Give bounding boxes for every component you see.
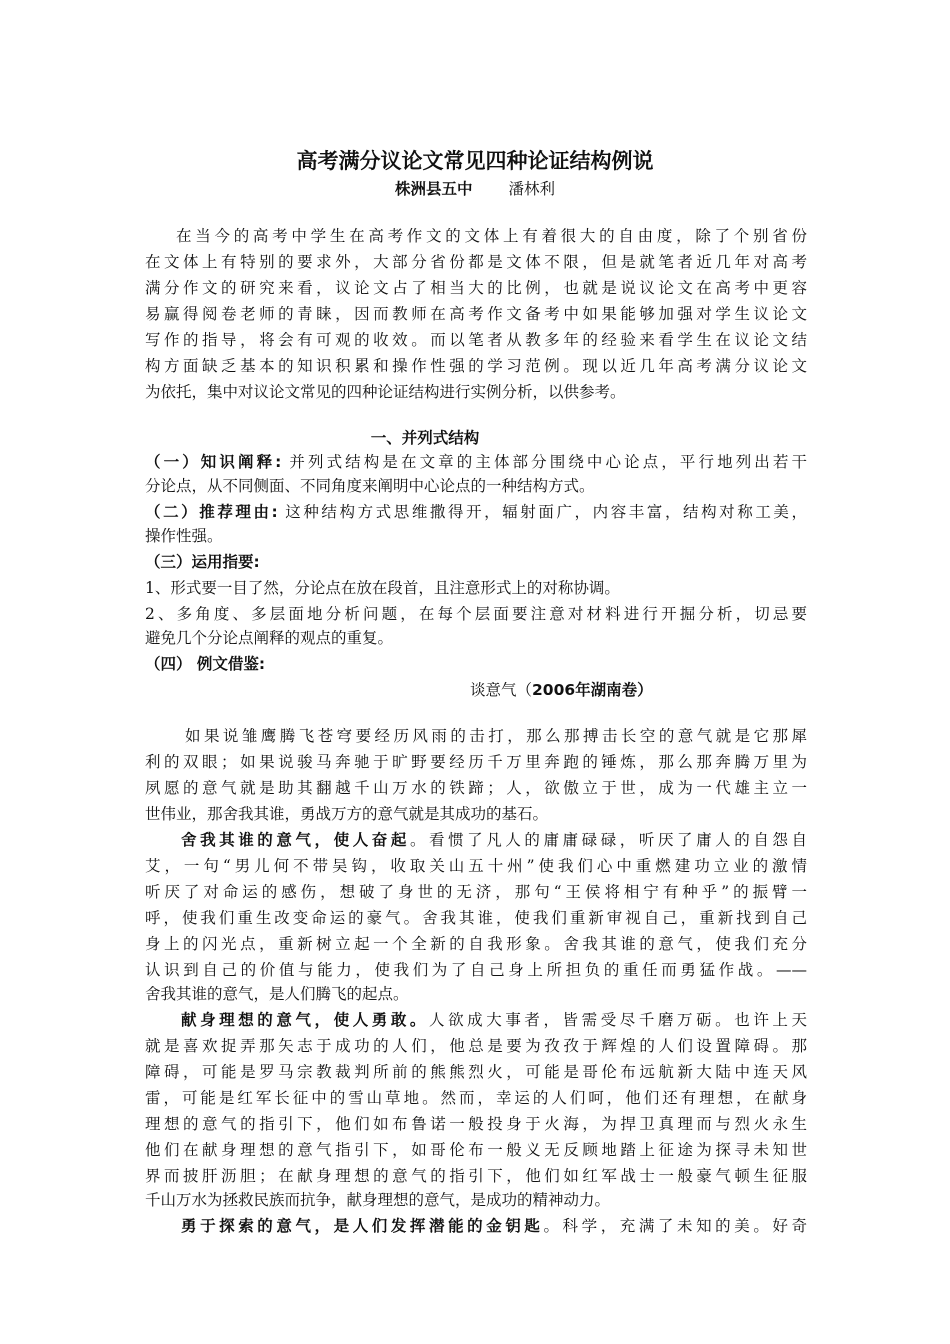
intro-line: 为依托，集中对议论文常见的四种论证结构进行实例分析，以供参考。 bbox=[145, 383, 626, 401]
essay-line: 认识到自己的价值与能力，使我们为了自己身上所担负的重任而勇猛作战。—— bbox=[145, 961, 807, 979]
author-name: 潘林利 bbox=[508, 180, 556, 198]
essay-line: 身上的闪光点，重新树立起一个全新的自我形象。舍我其谁的意气，使我们充分 bbox=[145, 935, 807, 953]
example-label: （四） 例文借鉴: bbox=[145, 655, 266, 673]
essay-line: 夙愿的意气就是助其翻越千山万水的铁蹄；人，欲傲立于世，成为一代雄主立一 bbox=[145, 779, 807, 797]
essay-line: 界而披肝沥胆；在献身理想的意气的指引下，他们如红军战士一般豪气顿生征服 bbox=[145, 1167, 807, 1185]
essay-line: 勇于探索的意气，是人们发挥潜能的金钥匙。科学，充满了未知的美。好奇 bbox=[181, 1217, 807, 1235]
point-heading: 勇于探索的意气，是人们发挥潜能的金钥匙 bbox=[181, 1217, 544, 1235]
knowledge-line: 分论点，从不同侧面、不同角度来阐明中心论点的一种结构方式。 bbox=[145, 477, 595, 495]
knowledge-line: （一）知识阐释: 并列式结构是在文章的主体部分围绕中心论点，平行地列出若干 bbox=[145, 453, 807, 471]
essay-line: 利的双眼；如果说骏马奔驰于旷野要经历千万里奔跑的锤炼，那么那奔腾万里为 bbox=[145, 753, 807, 771]
essay-title: 谈意气（2006年湖南卷） bbox=[470, 681, 653, 699]
essay-line: 雷，可能是红军长征中的雪山草地。然而，幸运的人们呵，他们还有理想，在献身 bbox=[145, 1089, 807, 1107]
usage-label: （三）运用指要: bbox=[145, 553, 260, 571]
usage-item: 1、形式要一目了然，分论点在放在段首，且注意形式上的对称协调。 bbox=[145, 579, 620, 597]
essay-line: 障碍，可能是罗马宗教裁判所前的熊熊烈火，可能是哥伦布远航新大陆中连天风 bbox=[145, 1063, 807, 1081]
intro-line: 写作的指导，将会有可观的收效。而以笔者从教多年的经验来看学生在议论文结 bbox=[145, 331, 807, 349]
essay-line: 舍我其谁的意气，是人们腾飞的起点。 bbox=[145, 985, 409, 1003]
author-school: 株洲县五中 bbox=[394, 180, 473, 198]
section-heading: 一、并列式结构 bbox=[370, 429, 480, 447]
essay-line: 他们在献身理想的意气指引下，如哥伦布一般义无反顾地踏上征途为探寻未知世 bbox=[145, 1141, 807, 1159]
essay-line: 献身理想的意气，使人勇敢。人欲成大事者，皆需受尽千磨万砺。也许上天 bbox=[181, 1011, 807, 1029]
usage-item: 避免几个分论点阐释的观点的重复。 bbox=[145, 629, 394, 647]
author-line bbox=[0, 178, 950, 200]
essay-line: 呼，使我们重生改变命运的豪气。舍我其谁，使我们重新审视自己，重新找到自己 bbox=[145, 909, 807, 927]
essay-line: 如果说雏鹰腾飞苍穹要经历风雨的击打，那么那搏击长空的意气就是它那犀 bbox=[185, 727, 807, 745]
point-heading: 舍我其谁的意气，使人奋起 bbox=[181, 831, 410, 849]
reason-label: （二）推荐理由: bbox=[145, 503, 278, 521]
essay-line: 就是喜欢捉弄那矢志于成功的人们，他总是要为孜孜于辉煌的人们设置障碍。那 bbox=[145, 1037, 807, 1055]
essay-line: 听厌了对命运的感伤，想破了身世的无济，那句“王侯将相宁有种乎”的振臂一 bbox=[145, 883, 807, 901]
essay-line: 世伟业，那舍我其谁，勇战万方的意气就是其成功的基石。 bbox=[145, 805, 549, 823]
point-heading: 献身理想的意气，使人勇敢。 bbox=[181, 1011, 430, 1029]
usage-item: 2、多角度、多层面地分析问题，在每个层面要注意对材料进行开掘分析，切忌要 bbox=[145, 605, 807, 623]
essay-line: 艾，一句“男儿何不带吴钩，收取关山五十州”使我们心中重燃建功立业的激情 bbox=[145, 857, 807, 875]
reason-line: 操作性强。 bbox=[145, 527, 223, 545]
intro-line: 在文体上有特别的要求外，大部分省份都是文体不限，但是就笔者近几年对高考 bbox=[145, 253, 807, 271]
essay-line: 千山万水为拯救民族而抗争，献身理想的意气，是成功的精神动力。 bbox=[145, 1191, 611, 1209]
intro-line: 构方面缺乏基本的知识积累和操作性强的学习范例。现以近几年高考满分议论文 bbox=[145, 357, 807, 375]
reason-line: （二）推荐理由: 这种结构方式思维撒得开，辐射面广，内容丰富，结构对称工美， bbox=[145, 503, 807, 521]
intro-line: 在当今的高考中学生在高考作文的文体上有着很大的自由度，除了个别省份 bbox=[176, 227, 807, 245]
essay-line: 舍我其谁的意气，使人奋起。看惯了凡人的庸庸碌碌，听厌了庸人的自怨自 bbox=[181, 831, 807, 849]
intro-line: 易赢得阅卷老师的青睐，因而教师在高考作文备考中如果能够加强对学生议论文 bbox=[145, 305, 807, 323]
intro-line: 满分作文的研究来看，议论文占了相当大的比例，也就是说议论文在高考中更容 bbox=[145, 279, 807, 297]
knowledge-label: （一）知识阐释: bbox=[145, 453, 282, 471]
essay-line: 理想的意气的指引下，他们如布鲁诺一般投身于火海，为捍卫真理而与烈火永生 bbox=[145, 1115, 807, 1133]
document-title: 高考满分议论文常见四种论证结构例说 bbox=[296, 148, 654, 173]
